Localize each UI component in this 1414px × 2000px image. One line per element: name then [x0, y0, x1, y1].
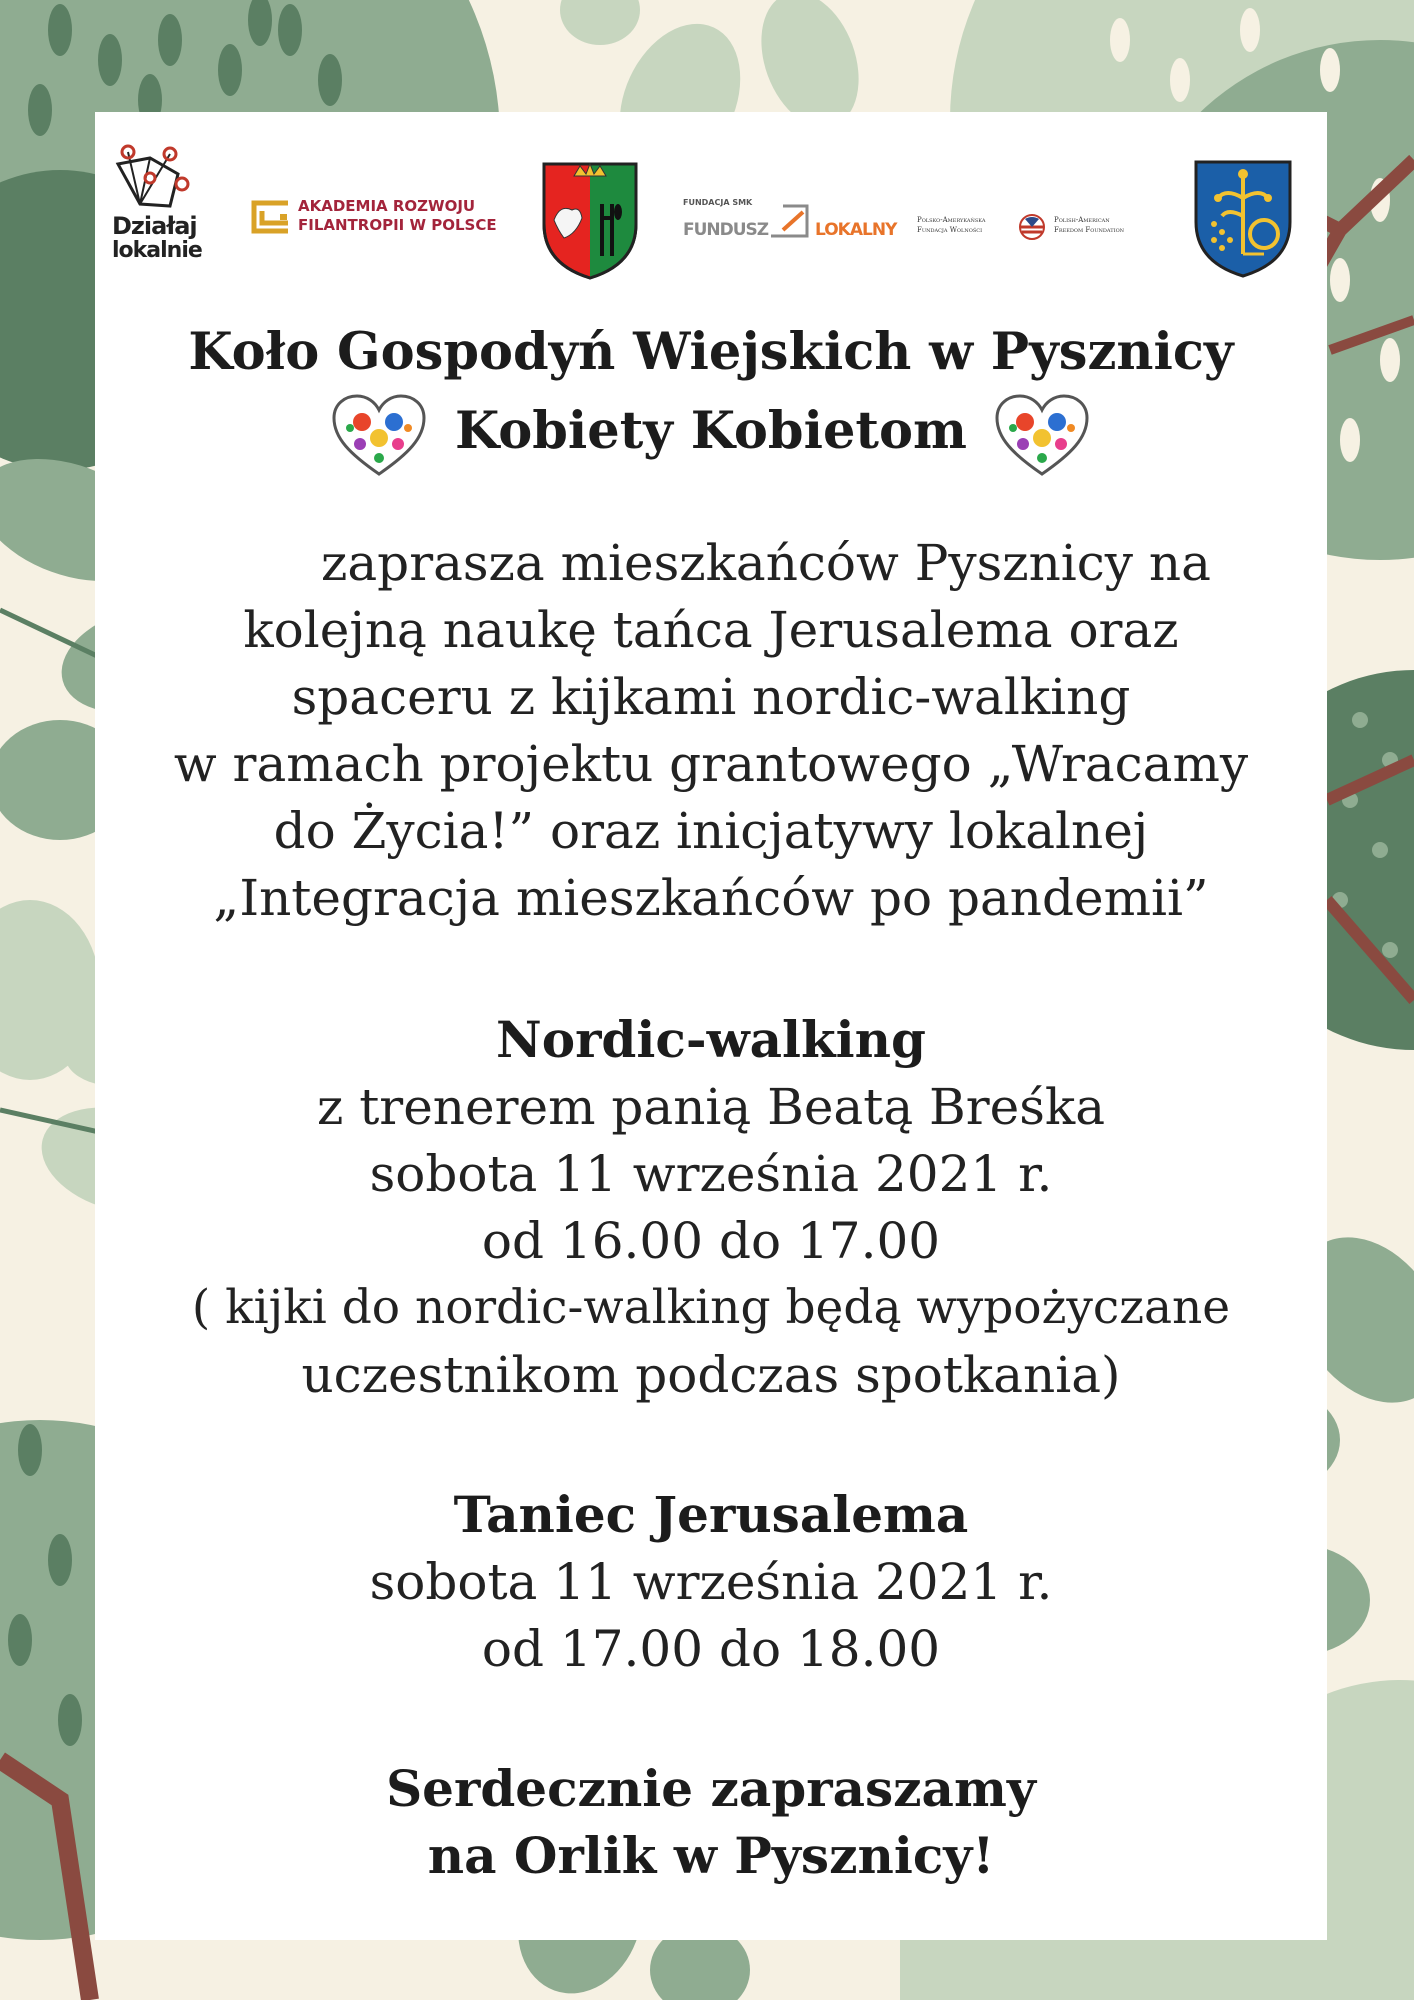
dzialaj-line2: lokalnie [112, 238, 202, 263]
fundusz-mark-icon [769, 202, 809, 238]
flowers-icon [110, 144, 190, 214]
dzialaj-line1: Działaj [112, 212, 197, 240]
intro-line-6: „Integracja mieszkańców po pandemii” [213, 869, 1209, 927]
intro-line-2: kolejną naukę tańca Jerusalema oraz [243, 601, 1179, 659]
gmina-coat-of-arms-icon [1192, 158, 1294, 278]
sponsor-logos [95, 112, 1327, 312]
nordic-line-2: sobota 11 września 2021 r. [369, 1145, 1053, 1203]
nordic-heading: Nordic-walking [496, 1010, 926, 1069]
dance-line-1: sobota 11 września 2021 r. [369, 1553, 1053, 1611]
intro-line-5: do Życia!” oraz inicjatywy lokalnej [273, 802, 1149, 860]
intro-line-4: w ramach projektu grantowego „Wracamy [173, 735, 1249, 793]
pysznica-coat-of-arms-icon [540, 160, 640, 280]
akademia-line2: FILANTROPII W POLSCE [298, 216, 497, 234]
folk-heart-right-icon [993, 392, 1091, 478]
pafw-right-2: Freedom Foundation [1054, 226, 1125, 234]
nordic-line-5: uczestnikom podczas spotkania) [301, 1346, 1121, 1404]
pafw-left-1: Polsko-Amerykańska [917, 216, 986, 224]
poster-card [95, 112, 1327, 1940]
akademia-line1: AKADEMIA ROZWOJU [298, 197, 476, 215]
dzialaj-lokalnie-logo [110, 144, 202, 274]
pafw-logo [917, 216, 1172, 246]
fundusz-top-text: FUNDACJA SMK [683, 198, 753, 207]
akademia-logo [250, 197, 510, 239]
akademia-mark-icon [250, 199, 290, 235]
page-title: Koło Gospodyń Wiejskich w Pysznicy [188, 322, 1234, 382]
closing-line-2: na Orlik w Pysznicy! [427, 1826, 995, 1885]
intro-line-3: spaceru z kijkami nordic-walking [291, 668, 1131, 726]
nordic-line-1: z trenerem panią Beatą Breśka [316, 1078, 1106, 1136]
nordic-line-4: ( kijki do nordic-walking będą wypożyczane [191, 1280, 1231, 1335]
intro-line-1: zaprasza mieszkańców Pysznicy na [321, 534, 1211, 592]
closing-line-1: Serdecznie zapraszamy [386, 1759, 1036, 1818]
fundusz-right-text: LOKALNY [815, 220, 897, 240]
pafw-flag-icon [1017, 213, 1047, 241]
page-subtitle: Kobiety Kobietom [455, 401, 967, 461]
fundusz-lokalny-logo [683, 198, 903, 248]
fundusz-left-text: FUNDUSZ [683, 220, 769, 240]
pafw-left-2: Fundacja Wolności [917, 226, 983, 234]
dance-heading: Taniec Jerusalema [453, 1485, 969, 1544]
nordic-line-3: od 16.00 do 17.00 [481, 1212, 941, 1270]
pafw-right-1: Polish-American [1054, 216, 1110, 224]
dance-line-2: od 17.00 do 18.00 [481, 1620, 941, 1678]
